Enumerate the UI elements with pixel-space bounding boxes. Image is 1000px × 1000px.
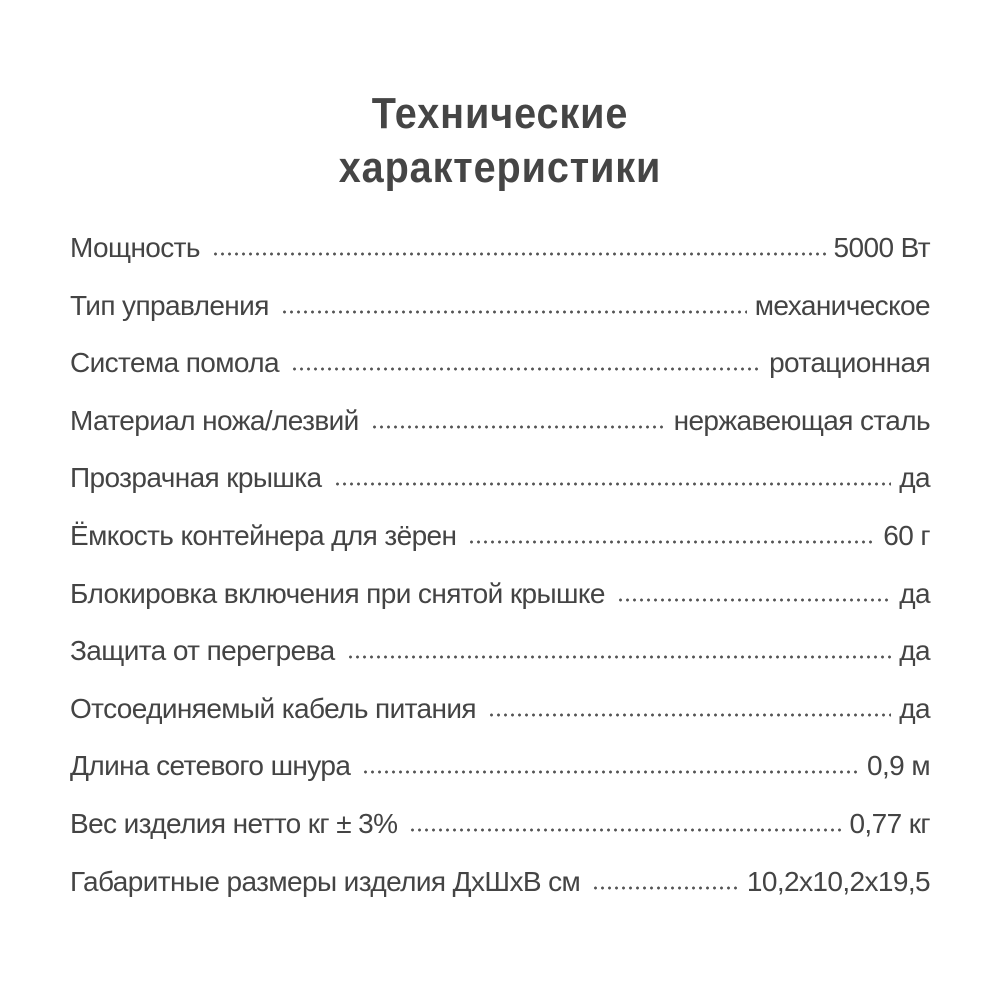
spec-name: Система помола <box>70 347 279 379</box>
dot-leader <box>334 482 892 486</box>
spec-row-control-type <box>70 290 930 348</box>
spec-row-overheat-protection <box>70 635 930 693</box>
spec-value: да <box>899 577 930 609</box>
spec-value: 10,2х10,2х19,5 <box>746 865 930 897</box>
spec-row-detachable-cable <box>70 693 930 751</box>
dot-leader <box>592 886 739 890</box>
spec-row-bean-capacity <box>70 520 930 578</box>
spec-name: Блокировка включения при снятой крышке <box>70 577 605 609</box>
dot-leader <box>212 252 826 256</box>
dot-leader <box>617 598 891 602</box>
spec-name: Защита от перегрева <box>70 635 335 667</box>
spec-name: Отсоединяемый кабель питания <box>70 692 476 724</box>
page-title <box>50 87 950 195</box>
dot-leader <box>347 655 892 659</box>
spec-value: 0,9 м <box>867 750 930 782</box>
spec-row-cord-length <box>70 750 930 808</box>
spec-value: 5000 Вт <box>833 232 930 263</box>
spec-value: да <box>899 692 930 724</box>
spec-name: Габаритные размеры изделия ДхШхВ см <box>70 865 581 897</box>
dot-leader <box>281 310 747 314</box>
spec-name: Длина сетевого шнура <box>70 750 351 782</box>
spec-value: нержавеющая сталь <box>673 404 930 436</box>
dot-leader <box>409 828 841 832</box>
page-title-line-2: характеристики <box>338 143 662 193</box>
spec-name: Материал ножа/лезвий <box>70 404 359 436</box>
spec-name: Мощность <box>70 232 200 263</box>
dot-leader <box>291 367 761 371</box>
spec-row-dimensions <box>70 866 930 924</box>
spec-value: да <box>899 635 930 667</box>
spec-row-power <box>70 232 930 290</box>
spec-row-net-weight <box>70 808 930 866</box>
spec-value: 60 г <box>883 519 930 551</box>
dot-leader <box>468 540 875 544</box>
dot-leader <box>362 770 859 774</box>
spec-value: механическое <box>754 289 930 321</box>
spec-row-grinding-system <box>70 347 930 405</box>
spec-value: ротационная <box>769 347 930 379</box>
spec-row-transparent-lid <box>70 462 930 520</box>
spec-value: 0,77 кг <box>849 807 930 839</box>
spec-value: да <box>899 462 930 494</box>
dot-leader <box>371 425 666 429</box>
spec-name: Ёмкость контейнера для зёрен <box>70 519 457 551</box>
spec-row-blade-material <box>70 405 930 463</box>
spec-name: Прозрачная крышка <box>70 462 322 494</box>
page-title-line-1: Технические <box>371 89 629 139</box>
spec-row-lid-lock <box>70 578 930 636</box>
spec-list <box>70 232 930 923</box>
spec-name: Тип управления <box>70 289 269 321</box>
dot-leader <box>488 713 891 717</box>
spec-name: Вес изделия нетто кг ± 3% <box>70 807 398 839</box>
